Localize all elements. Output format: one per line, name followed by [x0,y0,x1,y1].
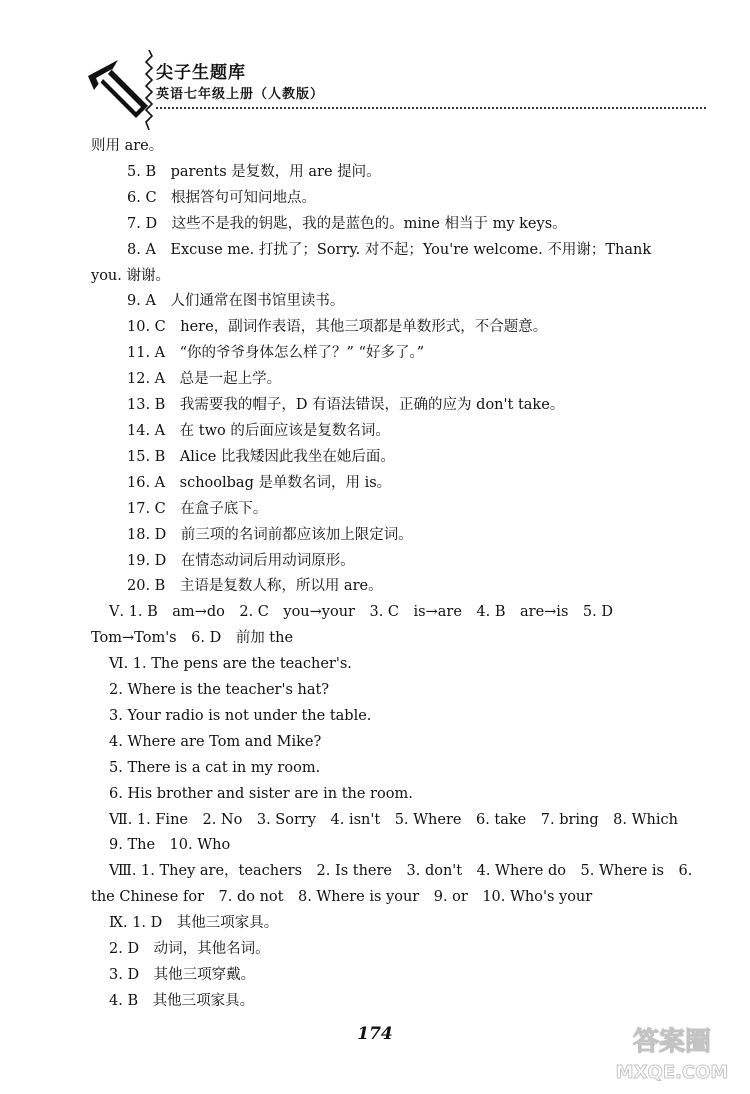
book-title: 尖子生题库 [156,63,246,83]
text-line: 17. C 在盒子底下。 [127,500,268,517]
text-line: you. 谢谢。 [91,267,170,284]
text-line: Ⅶ. 1. Fine 2. No 3. Sorry 4. isn't 5. Where 6. take 7. bring 8. Which [109,811,678,828]
text-line: 4. Where are Tom and Mike? [109,733,322,750]
text-line: 15. B Alice 比我矮因此我坐在她后面。 [127,448,395,465]
text-line: 14. A 在 two 的后面应该是复数名词。 [127,422,390,439]
text-line: 19. D 在情态动词后用动词原形。 [127,552,355,569]
text-line: 10. C here，副词作表语，其他三项都是单数形式，不合题意。 [127,319,548,336]
text-line: 9. The 10. Who [109,837,231,854]
text-line: 9. A 人们通常在图书馆里读书。 [127,293,345,310]
page-number: 174 [357,1024,393,1044]
header-dotted-rule [156,107,706,109]
text-line: 16. A schoolbag 是单数名词，用 is。 [127,474,392,491]
zigzag-divider-icon [144,50,154,130]
text-line: 11. A “你的爷爷身体怎么样了？” “好多了。” [127,345,425,362]
text-line: 则用 are。 [91,138,164,154]
text-line: 18. D 前三项的名词前都应该加上限定词。 [127,526,413,543]
page-header [86,50,706,130]
text-line: 2. Where is the teacher's hat? [109,682,330,699]
watermark-url: MXQE.COM [615,1062,729,1083]
text-line: Ⅸ. 1. D 其他三项家具。 [109,915,279,932]
text-line: 13. B 我需要我的帽子，D 有语法错误，正确的应为 don't take。 [127,397,565,414]
text-line: 7. D 这些不是我的钥匙，我的是蓝色的。mine 相当于 my keys。 [127,215,567,232]
watermark-chars: 答案圈 [632,1027,712,1057]
text-line: 6. C 根据答句可知问地点。 [127,189,317,206]
text-line: 8. A Excuse me. 打扰了；Sorry. 对不起；You're welcome. 不用谢；Thank [127,241,652,258]
text-line: 3. Your radio is not under the table. [109,707,372,724]
text-line: Ⅷ. 1. They are，teachers 2. Is there 3. don't 4. Where do 5. Where is 6. [109,863,693,880]
text-line: 5. B parents 是复数，用 are 提问。 [127,163,381,180]
text-line: 20. B 主语是复数人称，所以用 are。 [127,578,383,595]
text-line: Ⅵ. 1. The pens are the teacher's. [109,656,352,673]
text-line: 5. There is a cat in my room. [109,759,321,776]
text-line: Ⅴ. 1. B am→do 2. C you→your 3. C is→are 4. B are→is 5. D [109,604,613,621]
text-line: 6. His brother and sister are in the room. [109,785,413,802]
text-line: 12. A 总是一起上学。 [127,371,282,388]
text-line: 2. D 动词，其他名词。 [109,941,270,958]
text-line: 3. D 其他三项穿戴。 [109,967,256,983]
answer-text [91,134,701,1015]
text-line: 4. B 其他三项家具。 [109,992,255,1009]
book-subtitle: 英语七年级上册（人教版） [156,87,325,102]
text-line: Tom→Tom's 6. D 前加 the [91,630,294,647]
text-line: the Chinese for 7. do not 8. Where is your 9. or 10. Who's your [91,889,593,906]
watermark-logo [602,1016,742,1086]
